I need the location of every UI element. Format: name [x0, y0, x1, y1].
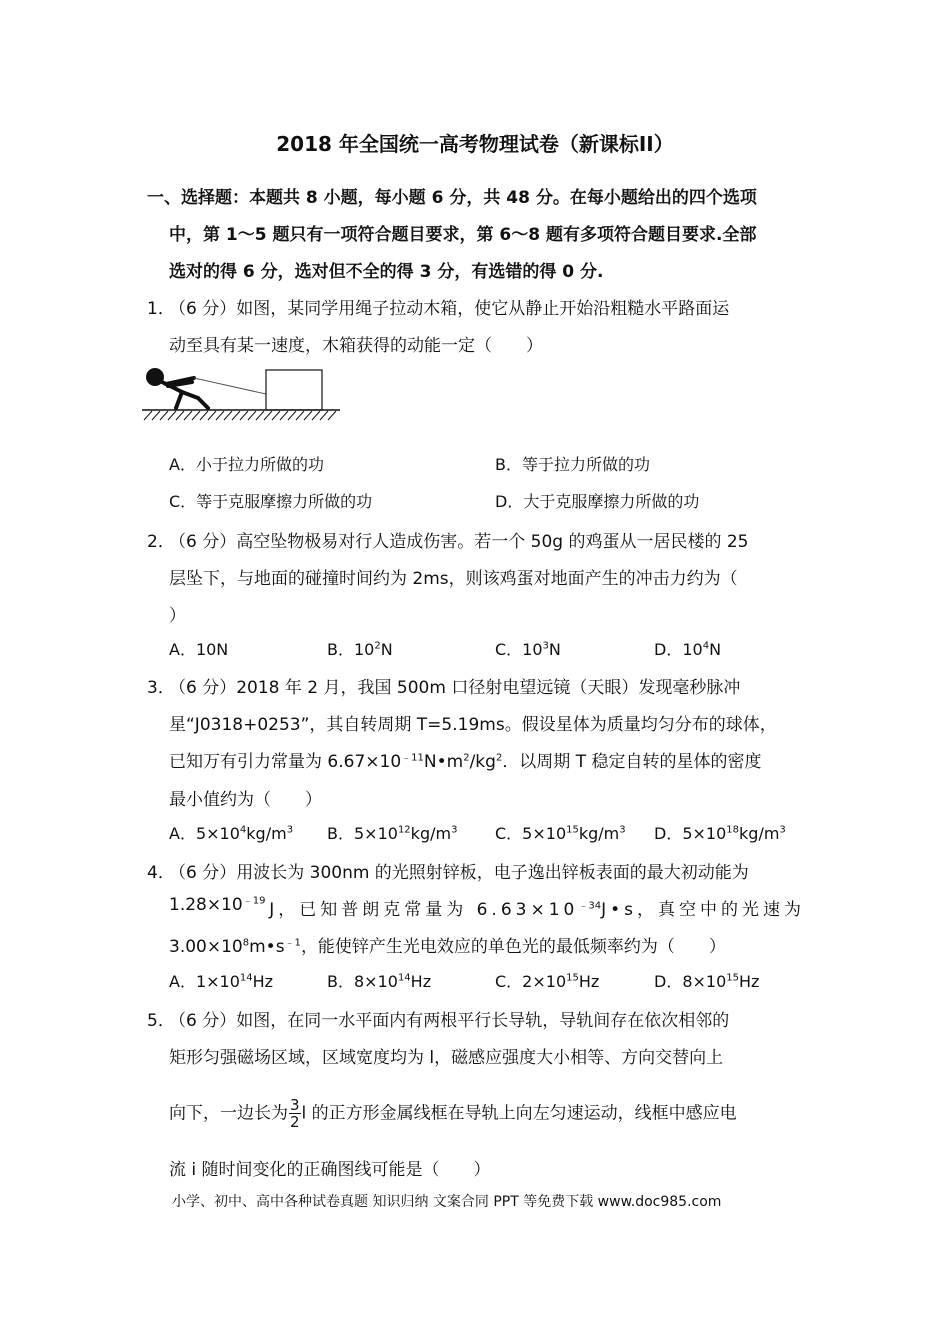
question-5-text-line-2: 矩形匀强磁场区域，区域宽度均为 l，磁感应强度大小相等、方向交替向上: [169, 1048, 724, 1068]
question-4-option-a: A．$1\times 10^{14}Hz$: [169, 972, 274, 991]
question-2-option-c: C．$10^3N$: [495, 640, 561, 659]
question-4-text-line-1: （6 分）用波长为 300nm 的光照射锌板，电子逸出锌板表面的最大初动能为: [169, 863, 749, 883]
question-2-text-line-3: ）: [169, 606, 186, 626]
question-1-option-b: B．等于拉力所做的功: [495, 455, 650, 474]
question-3-option-a: A．$5\times 10^4kg/m^3$: [169, 824, 294, 843]
question-2-text-line-2: 层坠下，与地面的碰撞时间约为 2ms，则该鸡蛋对地面产生的冲击力约为（: [169, 569, 738, 589]
question-1-number: 1．: [147, 299, 175, 319]
question-4-option-d: D．$8\times 10^{15}Hz$: [654, 972, 760, 991]
question-1-option-c: C．等于克服摩擦力所做的功: [169, 492, 373, 511]
question-5-number: 5．: [147, 1011, 175, 1031]
section-heading-line-1: 一、选择题：本题共 8 小题，每小题 6 分，共 48 分。在每小题给出的四个选项: [147, 188, 757, 208]
question-4-text-line-3: $3.00\times 10^8m•s^{﹣1}$，能使锌产生光电效应的单色光的最低频率约为（ ）: [169, 937, 726, 957]
question-5-text-line-3: 向下，一边长为 $\frac{3}{2}$ l 的正方形金属线框在导轨上向左匀速运动，线框中感应电: [169, 1096, 737, 1131]
question-5-text-line-4: 流 i 随时间变化的正确图线可能是（ ）: [169, 1160, 491, 1180]
question-3-text-line-1: （6 分）2018 年 2 月，我国 500m 口径射电望远镜（天眼）发现毫秒脉冲: [169, 678, 741, 698]
page-title: 2018 年全国统一高考物理试卷（新课标II）: [276, 132, 674, 156]
question-3-text-line-2: 星“J0318+0253”，其自转周期 T=5.19ms。假设星体为质量均匀分布的球体，: [169, 715, 777, 735]
question-4-text-line-2: $1.28\times 10^{﹣19}$ J，已知普朗克常量为 $6.63\times 10^{﹣34}J•s$，真空中的光速为: [169, 895, 805, 920]
question-1-figure-person-pulling-box: [142, 362, 342, 422]
page-footer: 小学、初中、高中各种试卷真题 知识归纳 文案合同 PPT 等免费下载 www.doc985.com: [172, 1194, 722, 1210]
question-3-option-d: D．$5\times 10^{18}kg/m^3$: [654, 824, 786, 843]
question-2-option-a: A．10N: [169, 640, 229, 659]
question-2-option-b: B．$10^2N$: [327, 640, 393, 659]
question-1-option-d: D．大于克服摩擦力所做的功: [495, 492, 700, 511]
question-3-option-c: C．$5\times 10^{15}kg/m^3$: [495, 824, 626, 843]
section-heading-line-3: 选对的得 6 分，选对但不全的得 3 分，有选错的得 0 分.: [169, 262, 604, 282]
question-2-text-line-1: （6 分）高空坠物极易对行人造成伤害。若一个 50g 的鸡蛋从一居民楼的 25: [169, 532, 749, 552]
section-heading-line-2: 中，第 1～5 题只有一项符合题目要求，第 6～8 题有多项符合题目要求.全部: [169, 225, 757, 245]
question-3-text-line-3: 已知万有引力常量为 $6.67\times 10^{﹣11}N•m^2/kg^2$．以周期 T 稳定自转的星体的密度: [169, 752, 762, 772]
question-4-option-c: C．$2\times 10^{15}Hz$: [495, 972, 600, 991]
question-1-text-line-2: 动至具有某一速度，木箱获得的动能一定（ ）: [169, 336, 543, 356]
question-3-number: 3．: [147, 678, 175, 698]
question-3-text-line-4: 最小值约为（ ）: [169, 790, 322, 810]
question-3-option-b: B．$5\times 10^{12}kg/m^3$: [327, 824, 458, 843]
fraction-three-halves: $\frac{3}{2}$: [290, 1096, 300, 1131]
question-5-text-line-1: （6 分）如图，在同一水平面内有两根平行长导轨，导轨间存在依次相邻的: [169, 1011, 730, 1031]
question-4-number: 4．: [147, 863, 175, 883]
question-4-option-b: B．$8\times 10^{14}Hz$: [327, 972, 432, 991]
question-1-option-a: A．小于拉力所做的功: [169, 455, 324, 474]
question-1-text-line-1: （6 分）如图，某同学用绳子拉动木箱，使它从静止开始沿粗糙水平路面运: [169, 299, 730, 319]
question-2-option-d: D．$10^4N$: [654, 640, 722, 659]
question-2-number: 2．: [147, 532, 175, 552]
